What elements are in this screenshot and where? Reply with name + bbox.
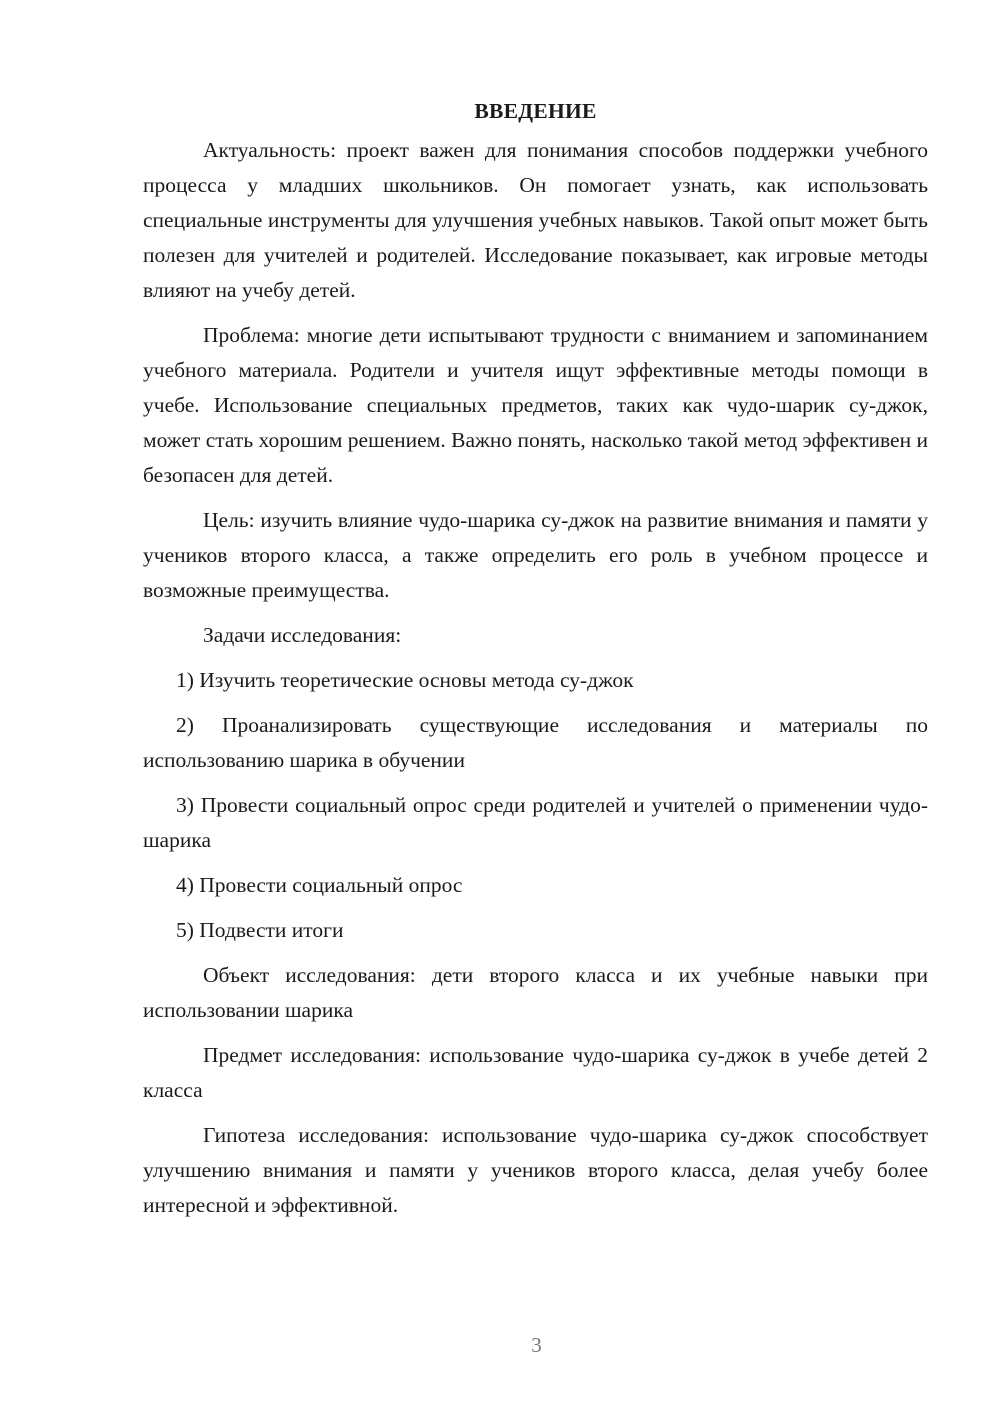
tasks-intro: Задачи исследования: <box>203 623 402 647</box>
object-paragraph: Объект исследования: дети второго класса и их учебные навыки при использовании шарика <box>143 963 928 1022</box>
page-number: 3 <box>531 1333 542 1357</box>
relevance-paragraph: Актуальность: проект важен для понимания способов поддержки учебного процесса у младших школьников. Он помогает узнать, как использовать специальные инструменты для улучшения учебных навыков. Такой опыт может быть полезен для учителей и родителей. Исследование показывает, как игровые методы влияют на учебу детей. <box>143 138 928 302</box>
task-item-5: 5) Подвести итоги <box>176 918 344 942</box>
problem-paragraph: Проблема: многие дети испытывают трудности с вниманием и запоминанием учебного материала. Родители и учителя ищут эффективные методы помощи в учебе. Использование специальных предметов, таких как чудо-шарик су-джок, может стать хорошим решением. Важно понять, насколько такой метод эффективен и безопасен для детей. <box>143 323 928 487</box>
task-item-4: 4) Провести социальный опрос <box>176 873 463 897</box>
task-item-3: 3) Провести социальный опрос среди родителей и учителей о применении чудо-шарика <box>143 793 928 852</box>
hypothesis-paragraph: Гипотеза исследования: использование чудо-шарика су-джок способствует улучшению внимания и памяти у учеников второго класса, делая учебу более интересной и эффективной. <box>143 1123 928 1217</box>
subject-paragraph: Предмет исследования: использование чудо-шарика су-джок в учебе детей 2 класса <box>143 1043 928 1102</box>
section-heading: ВВЕДЕНИЕ <box>474 99 597 123</box>
task-item-2: 2) Проанализировать существующие исследования и материалы по использованию шарика в обучении <box>143 713 928 772</box>
task-item-1: 1) Изучить теоретические основы метода су-джок <box>176 668 634 692</box>
goal-paragraph: Цель: изучить влияние чудо-шарика су-джок на развитие внимания и памяти у учеников второго класса, а также определить его роль в учебном процессе и возможные преимущества. <box>143 508 928 602</box>
tasks-list <box>143 663 928 948</box>
page-content <box>143 96 928 1223</box>
